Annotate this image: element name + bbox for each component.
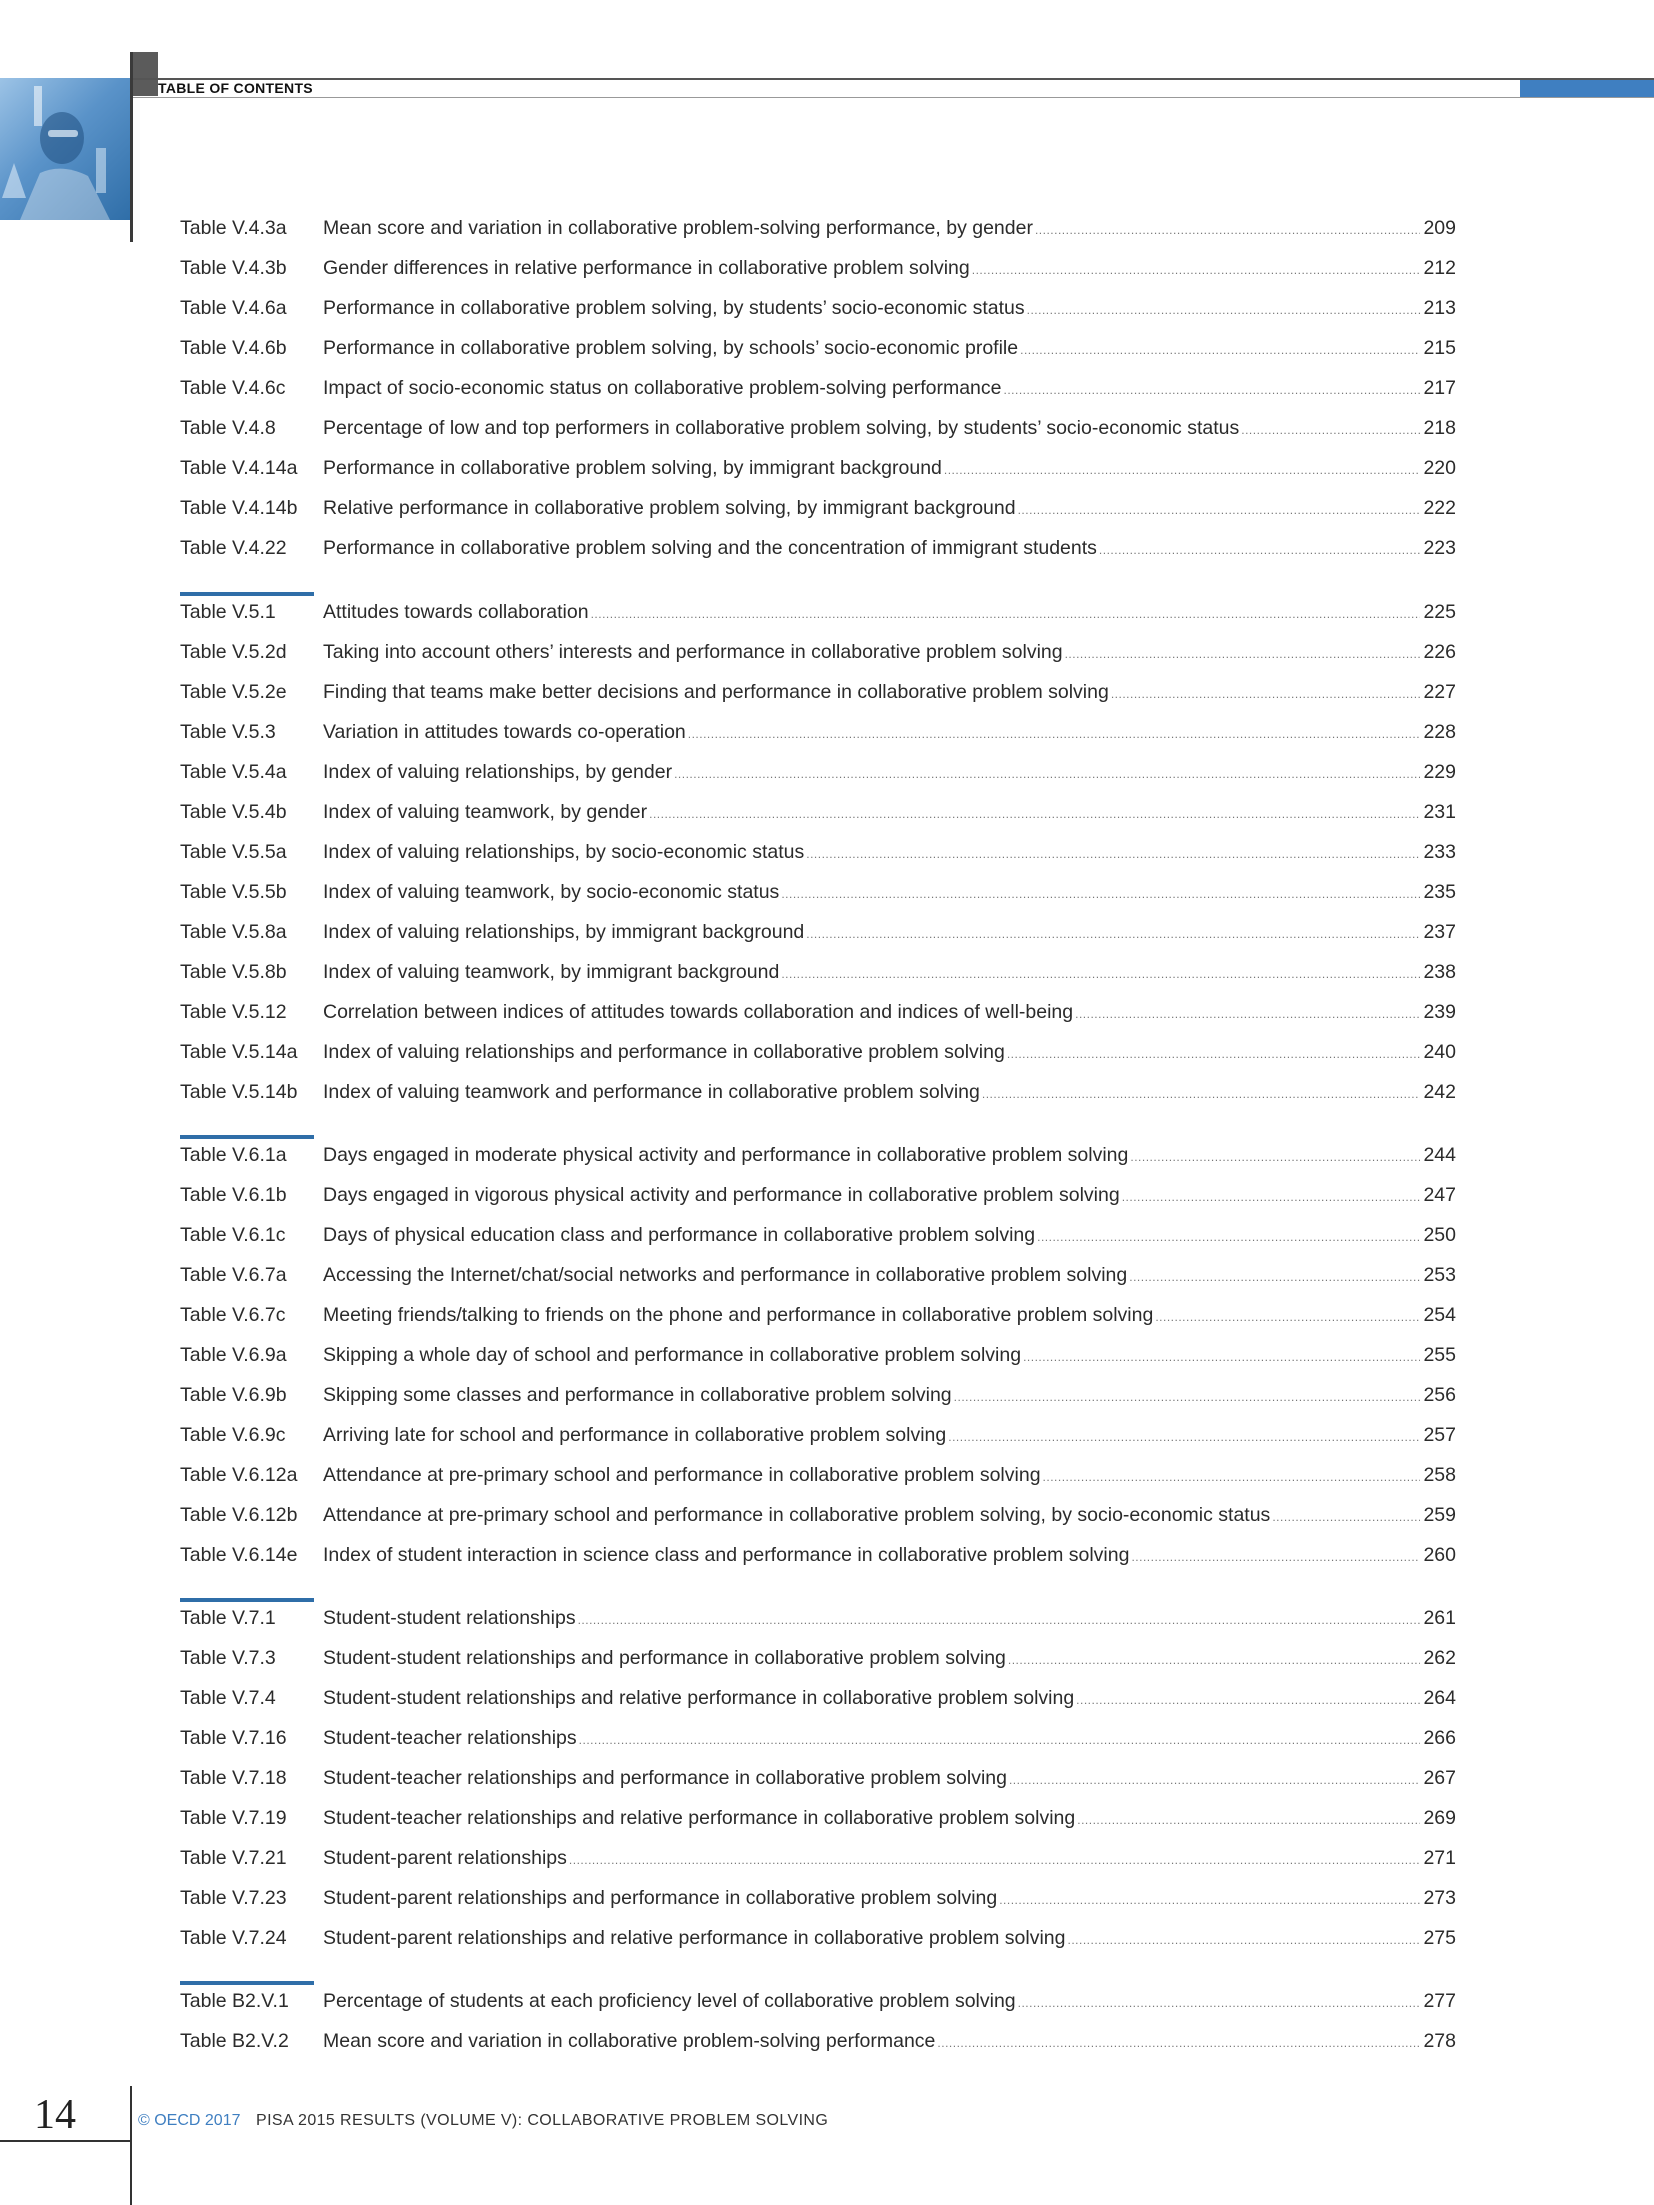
toc-title: Meeting friends/talking to friends on the phone and performance in collaborative problem solving — [323, 1304, 1154, 1326]
toc-leader — [806, 918, 1420, 950]
toc-title: Index of valuing teamwork, by immigrant background — [323, 961, 780, 983]
toc-entry[interactable] — [180, 1259, 1456, 1291]
toc-entry[interactable] — [180, 412, 1456, 444]
toc-code: Table V.6.9a — [180, 1344, 287, 1366]
toc-page: 277 — [1423, 1990, 1456, 2012]
toc-title: Days of physical education class and performance in collaborative problem solving — [323, 1224, 1036, 1246]
toc-page: 254 — [1423, 1304, 1456, 1326]
page-number: 14 — [34, 2092, 76, 2138]
toc-entry[interactable] — [180, 796, 1456, 828]
toc-entry[interactable] — [180, 1219, 1456, 1251]
toc-page: 229 — [1423, 761, 1456, 783]
toc-title: Finding that teams make better decisions and performance in collaborative problem solving — [323, 681, 1109, 703]
toc-leader — [1020, 334, 1420, 366]
toc-page: 244 — [1423, 1144, 1456, 1166]
toc-title: Attendance at pre-primary school and performance in collaborative problem solving — [323, 1464, 1041, 1486]
toc-entry[interactable] — [180, 1602, 1456, 1634]
toc-title: Performance in collaborative problem solving, by immigrant background — [323, 457, 942, 479]
toc-code: Table V.7.23 — [180, 1887, 287, 1909]
footer-horizontal-rule — [0, 2140, 130, 2142]
toc-page: 238 — [1423, 961, 1456, 983]
toc-entry[interactable] — [180, 252, 1456, 284]
toc-entry[interactable] — [180, 292, 1456, 324]
toc-title: Attitudes towards collaboration — [323, 601, 589, 623]
toc-page: 242 — [1423, 1081, 1456, 1103]
toc-page: 237 — [1423, 921, 1456, 943]
toc-code: Table V.7.21 — [180, 1847, 287, 1869]
toc-code: Table V.6.1c — [180, 1224, 286, 1246]
toc-page: 253 — [1423, 1264, 1456, 1286]
toc-title: Days engaged in vigorous physical activity and performance in collaborative problem solving — [323, 1184, 1120, 1206]
toc-leader — [1003, 374, 1420, 406]
toc-leader — [982, 1078, 1421, 1110]
toc-code: Table V.5.2d — [180, 641, 287, 663]
toc-leader — [1068, 1924, 1421, 1956]
toc-code: Table V.5.12 — [180, 1001, 287, 1023]
toc-title: Accessing the Internet/chat/social networks and performance in collaborative problem solving — [323, 1264, 1128, 1286]
toc-code: Table V.4.6c — [180, 377, 286, 399]
toc-entry[interactable] — [180, 876, 1456, 908]
toc-code: Table V.6.7c — [180, 1304, 286, 1326]
toc-leader — [1099, 534, 1421, 566]
toc-code: Table B2.V.1 — [180, 1990, 289, 2012]
toc-page: 269 — [1423, 1807, 1456, 1829]
toc-leader — [781, 878, 1420, 910]
toc-title: Student-teacher relationships — [323, 1727, 577, 1749]
toc-code: Table V.5.5a — [180, 841, 287, 863]
toc-page: 235 — [1423, 881, 1456, 903]
toc-code: Table V.6.9c — [180, 1424, 286, 1446]
toc-title: Index of student interaction in science class and performance in collaborative problem solving — [323, 1544, 1130, 1566]
toc-leader — [1131, 1541, 1420, 1573]
toc-title: Taking into account others’ interests and performance in collaborative problem solving — [323, 641, 1063, 663]
toc-page: 227 — [1423, 681, 1456, 703]
toc-code: Table V.5.3 — [180, 721, 276, 743]
toc-title: Gender differences in relative performance in collaborative problem solving — [323, 257, 970, 279]
toc-page: 213 — [1423, 297, 1456, 319]
toc-leader — [688, 718, 1421, 750]
toc-code: Table V.7.19 — [180, 1807, 287, 1829]
toc-entry[interactable] — [180, 1076, 1456, 1108]
toc-entry[interactable] — [180, 636, 1456, 668]
toc-entry[interactable] — [180, 1179, 1456, 1211]
toc-title: Index of valuing teamwork, by gender — [323, 801, 648, 823]
toc-entry[interactable] — [180, 1642, 1456, 1674]
toc-code: Table V.7.24 — [180, 1927, 287, 1949]
toc-code: Table V.7.16 — [180, 1727, 287, 1749]
toc-page: 257 — [1423, 1424, 1456, 1446]
toc-entry[interactable] — [180, 996, 1456, 1028]
toc-title: Attendance at pre-primary school and performance in collaborative problem solving, by socio-economic status — [323, 1504, 1271, 1526]
toc-code: Table V.5.8a — [180, 921, 287, 943]
toc-page: 273 — [1423, 1887, 1456, 1909]
toc-entry[interactable] — [180, 1985, 1456, 2017]
toc-leader — [1018, 1987, 1421, 2019]
toc-leader — [1122, 1181, 1421, 1213]
toc-leader — [1008, 1644, 1421, 1676]
toc-code: Table V.6.9b — [180, 1384, 287, 1406]
header-blue-bar — [1520, 80, 1654, 97]
toc-title: Student-teacher relationships and performance in collaborative problem solving — [323, 1767, 1007, 1789]
toc-title: Index of valuing relationships and performance in collaborative problem solving — [323, 1041, 1005, 1063]
toc-page: 240 — [1423, 1041, 1456, 1063]
toc-page: 256 — [1423, 1384, 1456, 1406]
toc-code: Table V.6.12a — [180, 1464, 298, 1486]
toc-page: 255 — [1423, 1344, 1456, 1366]
toc-entry[interactable] — [180, 1459, 1456, 1491]
toc-leader — [1111, 678, 1421, 710]
toc-code: Table V.4.14a — [180, 457, 298, 479]
toc-entry[interactable] — [180, 1139, 1456, 1171]
toc-page: 260 — [1423, 1544, 1456, 1566]
toc-code: Table V.6.1a — [180, 1144, 287, 1166]
toc-title: Index of valuing relationships, by socio-economic status — [323, 841, 805, 863]
toc-code: Table V.5.14a — [180, 1041, 298, 1063]
toc-page: 262 — [1423, 1647, 1456, 1669]
toc-leader — [781, 958, 1420, 990]
toc-code: Table V.4.6b — [180, 337, 287, 359]
toc-title: Student-student relationships and performance in collaborative problem solving — [323, 1647, 1006, 1669]
toc-page: 226 — [1423, 641, 1456, 663]
toc-page: 278 — [1423, 2030, 1456, 2052]
toc-leader — [1043, 1461, 1421, 1493]
toc-title: Arriving late for school and performance in collaborative problem solving — [323, 1424, 947, 1446]
toc-leader — [591, 598, 1421, 630]
toc-entry[interactable] — [180, 916, 1456, 948]
footer-vertical-rule — [130, 2086, 132, 2205]
toc-leader — [1075, 998, 1420, 1030]
toc-code: Table V.7.3 — [180, 1647, 276, 1669]
toc-leader — [1007, 1038, 1421, 1070]
toc-leader — [1065, 638, 1421, 670]
toc-code: Table V.5.4b — [180, 801, 287, 823]
toc-leader — [1027, 294, 1421, 326]
toc-code: Table V.6.1b — [180, 1184, 287, 1206]
toc-leader — [944, 454, 1421, 486]
toc-page: 261 — [1423, 1607, 1456, 1629]
toc-page: 275 — [1423, 1927, 1456, 1949]
toc-leader — [1018, 494, 1421, 526]
toc-entry[interactable] — [180, 836, 1456, 868]
toc-page: 218 — [1423, 417, 1456, 439]
toc-code: Table V.7.18 — [180, 1767, 287, 1789]
toc-leader — [579, 1724, 1421, 1756]
toc-code: Table B2.V.2 — [180, 2030, 289, 2052]
toc-entry[interactable] — [180, 676, 1456, 708]
toc-entry[interactable] — [180, 372, 1456, 404]
header-dark-block — [130, 52, 158, 96]
toc-leader — [1129, 1261, 1420, 1293]
toc-entry[interactable] — [180, 1339, 1456, 1371]
toc-code: Table V.6.7a — [180, 1264, 287, 1286]
toc-page: 266 — [1423, 1727, 1456, 1749]
toc-code: Table V.4.3b — [180, 257, 287, 279]
toc-page: 223 — [1423, 537, 1456, 559]
toc-page: 239 — [1423, 1001, 1456, 1023]
toc-code: Table V.5.2e — [180, 681, 287, 703]
toc-title: Index of valuing relationships, by gender — [323, 761, 673, 783]
toc-page: 271 — [1423, 1847, 1456, 1869]
copyright: © OECD 2017 — [138, 2112, 241, 2129]
toc-leader — [1155, 1301, 1420, 1333]
toc-title: Student-parent relationships and relative performance in collaborative problem solving — [323, 1927, 1066, 1949]
toc-title: Student-student relationships — [323, 1607, 576, 1629]
toc-entry[interactable] — [180, 2025, 1456, 2057]
toc-leader — [674, 758, 1420, 790]
toc-leader — [972, 254, 1421, 286]
toc-code: Table V.5.4a — [180, 761, 287, 783]
toc-page: 215 — [1423, 337, 1456, 359]
toc-title: Correlation between indices of attitudes towards collaboration and indices of well-being — [323, 1001, 1074, 1023]
toc-entry[interactable] — [180, 1036, 1456, 1068]
toc-leader — [1130, 1141, 1420, 1173]
toc-title: Index of valuing relationships, by immigrant background — [323, 921, 805, 943]
toc-leader — [1241, 414, 1420, 446]
header-vertical-rule — [130, 52, 133, 242]
toc-entry[interactable] — [180, 1419, 1456, 1451]
toc-entry[interactable] — [180, 492, 1456, 524]
toc-entry[interactable] — [180, 1762, 1456, 1794]
toc-leader — [1037, 1221, 1420, 1253]
toc-code: Table V.5.8b — [180, 961, 287, 983]
toc-leader — [1077, 1804, 1420, 1836]
toc-leader — [1023, 1341, 1420, 1373]
toc-title: Percentage of students at each proficiency level of collaborative problem solving — [323, 1990, 1016, 2012]
toc-title: Relative performance in collaborative problem solving, by immigrant background — [323, 497, 1016, 519]
toc-leader — [1009, 1764, 1420, 1796]
toc-page: 222 — [1423, 497, 1456, 519]
toc-entry[interactable] — [180, 212, 1456, 244]
toc-title: Index of valuing teamwork and performance in collaborative problem solving — [323, 1081, 980, 1103]
toc-entry[interactable] — [180, 756, 1456, 788]
toc-code: Table V.5.14b — [180, 1081, 298, 1103]
toc-entry[interactable] — [180, 956, 1456, 988]
header-photo — [0, 78, 130, 220]
header-top-rule — [133, 78, 1654, 80]
section-title: TABLE OF CONTENTS — [158, 80, 313, 96]
toc-title: Student-teacher relationships and relative performance in collaborative problem solving — [323, 1807, 1076, 1829]
toc-entry[interactable] — [180, 1842, 1456, 1874]
toc-entry[interactable] — [180, 1882, 1456, 1914]
toc-code: Table V.5.1 — [180, 601, 276, 623]
toc-title: Skipping some classes and performance in collaborative problem solving — [323, 1384, 952, 1406]
header-bottom-rule — [133, 97, 1654, 98]
toc-entry[interactable] — [180, 532, 1456, 564]
toc-entry[interactable] — [180, 332, 1456, 364]
toc-entry[interactable] — [180, 1539, 1456, 1571]
toc-page: 267 — [1423, 1767, 1456, 1789]
toc-code: Table V.6.12b — [180, 1504, 298, 1526]
toc-title: Skipping a whole day of school and performance in collaborative problem solving — [323, 1344, 1022, 1366]
toc-entry[interactable] — [180, 1722, 1456, 1754]
toc-entry[interactable] — [180, 596, 1456, 628]
toc-page: 259 — [1423, 1504, 1456, 1526]
toc-entry[interactable] — [180, 1379, 1456, 1411]
toc-page: 233 — [1423, 841, 1456, 863]
toc-entry[interactable] — [180, 452, 1456, 484]
toc-title: Student-student relationships and relative performance in collaborative problem solving — [323, 1687, 1075, 1709]
toc-title: Impact of socio-economic status on collaborative problem-solving performance — [323, 377, 1002, 399]
toc-entry[interactable] — [180, 1802, 1456, 1834]
toc-entry[interactable] — [180, 1682, 1456, 1714]
toc-entry[interactable] — [180, 1922, 1456, 1954]
toc-page: 231 — [1423, 801, 1456, 823]
toc-leader — [954, 1381, 1421, 1413]
toc-page: 217 — [1423, 377, 1456, 399]
toc-leader — [649, 798, 1420, 830]
toc-page: 258 — [1423, 1464, 1456, 1486]
toc-title: Performance in collaborative problem solving and the concentration of immigrant students — [323, 537, 1097, 559]
toc-page: 264 — [1423, 1687, 1456, 1709]
toc-title: Percentage of low and top performers in collaborative problem solving, by students’ socio-economic status — [323, 417, 1240, 439]
publication-title: PISA 2015 RESULTS (VOLUME V): COLLABORATIVE PROBLEM SOLVING — [256, 2112, 829, 2129]
toc-leader — [569, 1844, 1421, 1876]
toc-page: 220 — [1423, 457, 1456, 479]
toc-code: Table V.4.3a — [180, 217, 287, 239]
toc-title: Performance in collaborative problem solving, by schools’ socio-economic profile — [323, 337, 1019, 359]
toc-title: Student-parent relationships and performance in collaborative problem solving — [323, 1887, 998, 1909]
toc-entry[interactable] — [180, 716, 1456, 748]
toc-leader — [1272, 1501, 1420, 1533]
toc-code: Table V.4.14b — [180, 497, 298, 519]
toc-leader — [806, 838, 1420, 870]
toc-leader — [999, 1884, 1420, 1916]
scientist-illustration-icon — [0, 78, 130, 220]
toc-title: Mean score and variation in collaborative problem-solving performance, by gender — [323, 217, 1033, 239]
toc-leader — [578, 1604, 1421, 1636]
toc-page: 212 — [1423, 257, 1456, 279]
toc-leader — [937, 2027, 1420, 2059]
toc-title: Variation in attitudes towards co-operation — [323, 721, 686, 743]
toc-page: 228 — [1423, 721, 1456, 743]
toc-code: Table V.4.6a — [180, 297, 287, 319]
toc-page: 247 — [1423, 1184, 1456, 1206]
toc-leader — [948, 1421, 1420, 1453]
toc-title: Student-parent relationships — [323, 1847, 567, 1869]
toc-page: 225 — [1423, 601, 1456, 623]
toc-title: Index of valuing teamwork, by socio-economic status — [323, 881, 780, 903]
toc-entry[interactable] — [180, 1299, 1456, 1331]
toc-title: Days engaged in moderate physical activity and performance in collaborative problem solving — [323, 1144, 1129, 1166]
toc-page: 250 — [1423, 1224, 1456, 1246]
toc-code: Table V.4.8 — [180, 417, 276, 439]
toc-code: Table V.7.1 — [180, 1607, 276, 1629]
toc-code: Table V.7.4 — [180, 1687, 276, 1709]
toc-title: Performance in collaborative problem solving, by students’ socio-economic status — [323, 297, 1025, 319]
toc-leader — [1035, 214, 1420, 246]
toc-leader — [1076, 1684, 1420, 1716]
toc-code: Table V.5.5b — [180, 881, 287, 903]
toc-page: 209 — [1423, 217, 1456, 239]
toc-entry[interactable] — [180, 1499, 1456, 1531]
toc-title: Mean score and variation in collaborative problem-solving performance — [323, 2030, 936, 2052]
toc-code: Table V.4.22 — [180, 537, 287, 559]
toc-code: Table V.6.14e — [180, 1544, 298, 1566]
